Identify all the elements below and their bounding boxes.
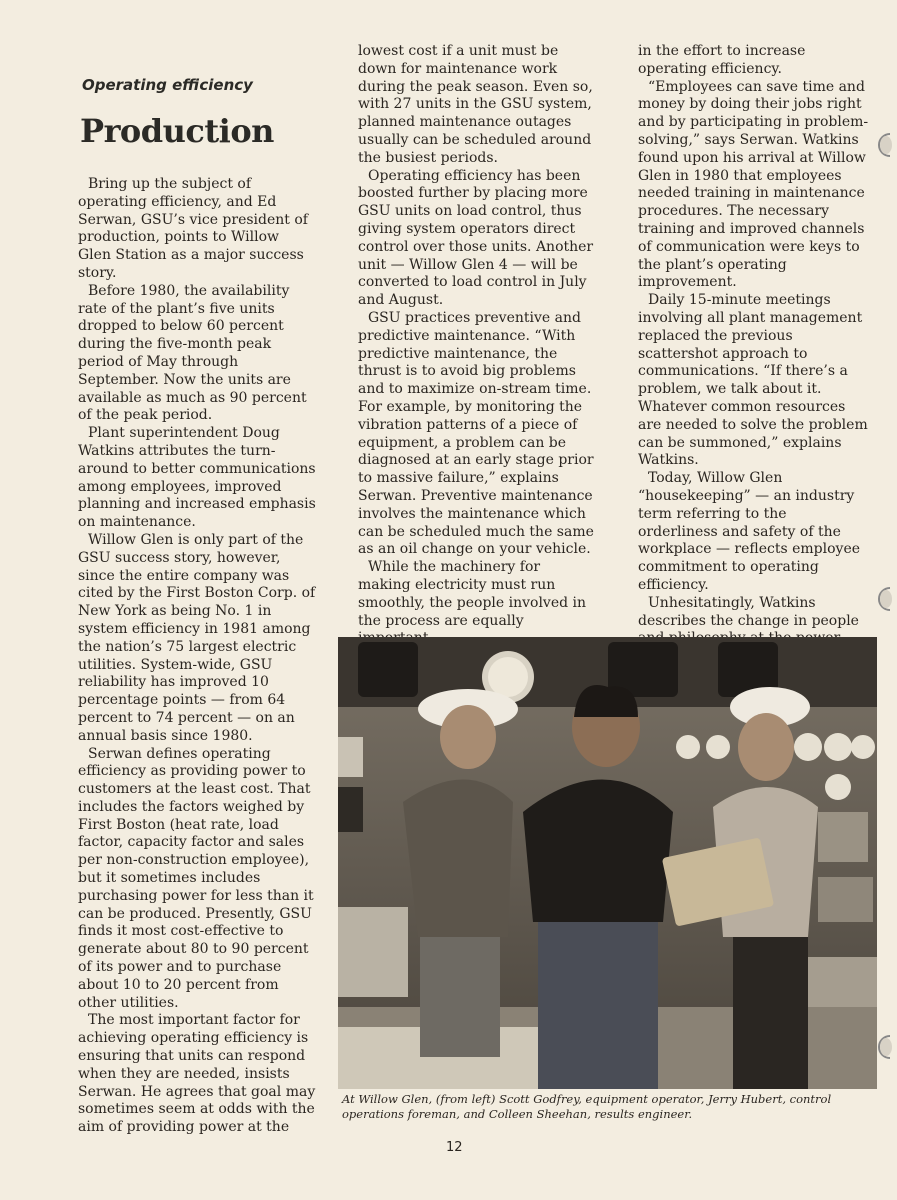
page-title: Production	[80, 112, 274, 150]
article-paragraph: Before 1980, the availability rate of the plant’s five units dropped to below 60 percent during the five-month peak period of May through September. Now the units are available as much as 90 percent of the peak period.	[78, 282, 307, 424]
article-paragraph: Operating efficiency has been boosted further by placing more GSU units on load control, thus giving system operators direct control over those units. Another unit — Willow Glen 4 — will be converted to load control in July and August.	[358, 167, 594, 309]
binder-hole-icon	[872, 586, 896, 612]
article-paragraph: lowest cost if a unit must be down for maintenance work during the peak season. Even so, with 27 units in the GSU system, planned maintenance outages usually can be scheduled around the busiest periods.	[358, 43, 593, 166]
article-paragraph: Serwan defines operating efficiency as providing power to customers at the least cost. That includes the factors weighed by First Boston (heat rate, load factor, capacity factor and sales per non-construction employee), but it sometimes includes purchasing power for less than it can be produced. Presently, GSU finds it most cost-effective to generate about 80 to 90 percent of its power and to purchase about 10 to 20 percent from other utilities.	[78, 745, 314, 1011]
article-paragraph: Unhesitatingly, Watkins describes the change in people	[638, 594, 859, 629]
control-room-photo	[338, 637, 877, 1089]
photo-caption: At Willow Glen, (from left) Scott Godfrey, equipment operator, Jerry Hubert, control operations foreman, and Colleen Sheehan, results engineer.	[342, 1092, 832, 1121]
page-number: 12	[446, 1140, 463, 1155]
article-paragraph: The most important factor for achieving operating efficiency is ensuring that units can respond when they are needed, insists Serwan. He agrees that goal may sometimes seem at odds with the aim of providing power at the	[78, 1012, 316, 1136]
article-paragraph: Daily 15-minute meetings involving all plant management replaced the previous scattershot approach to communications. “If there’s a problem, we talk about it. Whatever common resources are needed to solve the problem can be summoned,” explains Watkins.	[638, 292, 868, 469]
article-column-3	[638, 43, 870, 684]
section-kicker: Operating efficiency	[82, 76, 253, 94]
article-paragraph: Willow Glen is only part of the GSU success story, however, since the entire company was cited by the First Boston Corp. of New York as being No. 1 in system efficiency in 1981 among the nation’s 75 largest electric utilities. System-wide, GSU reliability has improved 10 percentage points — from 64 percent to 74 percent — on an annual basis since 1980.	[78, 531, 316, 744]
article-column-1	[78, 176, 316, 1137]
binder-hole-icon	[872, 132, 896, 158]
article-paragraph: Bring up the subject of operating efficiency, and Ed Serwan, GSU’s vice president of production, points to Willow Glen Station as a major success story.	[78, 176, 308, 281]
binder-hole-icon	[872, 1034, 896, 1060]
article-paragraph: Plant superintendent Doug Watkins attributes the turn-around to better communications among employees, improved planning and increased emphasis on maintenance.	[78, 425, 316, 531]
article-paragraph: While the machinery for making electricity must run smoothly, the people involved in the process are equally	[358, 559, 587, 629]
article-column-2	[358, 43, 594, 648]
article-paragraph: “Employees can save time and money by doing their jobs right and by participating in problem-solving,” says Serwan. Watkins found upon his arrival at Willow Glen in 1980 that employees needed training in maintenance procedures. The necessary training and improved channels of communication were keys to the plant’s operating improvement.	[638, 78, 869, 291]
article-paragraph: Today, Willow Glen “housekeeping” — an industry term referring to the orderliness and safety of the workplace — reflects employee commitment to operating efficiency.	[638, 470, 861, 593]
article-paragraph: GSU practices preventive and predictive maintenance. “With predictive maintenance, the thrust is to avoid big problems and to maximize on-stream time. For example, by monitoring the vibration patterns of a piece of equipment, a problem can be diagnosed at an early stage prior to massive failure,” explains Serwan. Preventive maintenance involves the maintenance which can be scheduled much the same as an oil change on your vehicle.	[358, 309, 594, 558]
article-paragraph: in the effort to increase operating efficiency.	[638, 43, 806, 77]
